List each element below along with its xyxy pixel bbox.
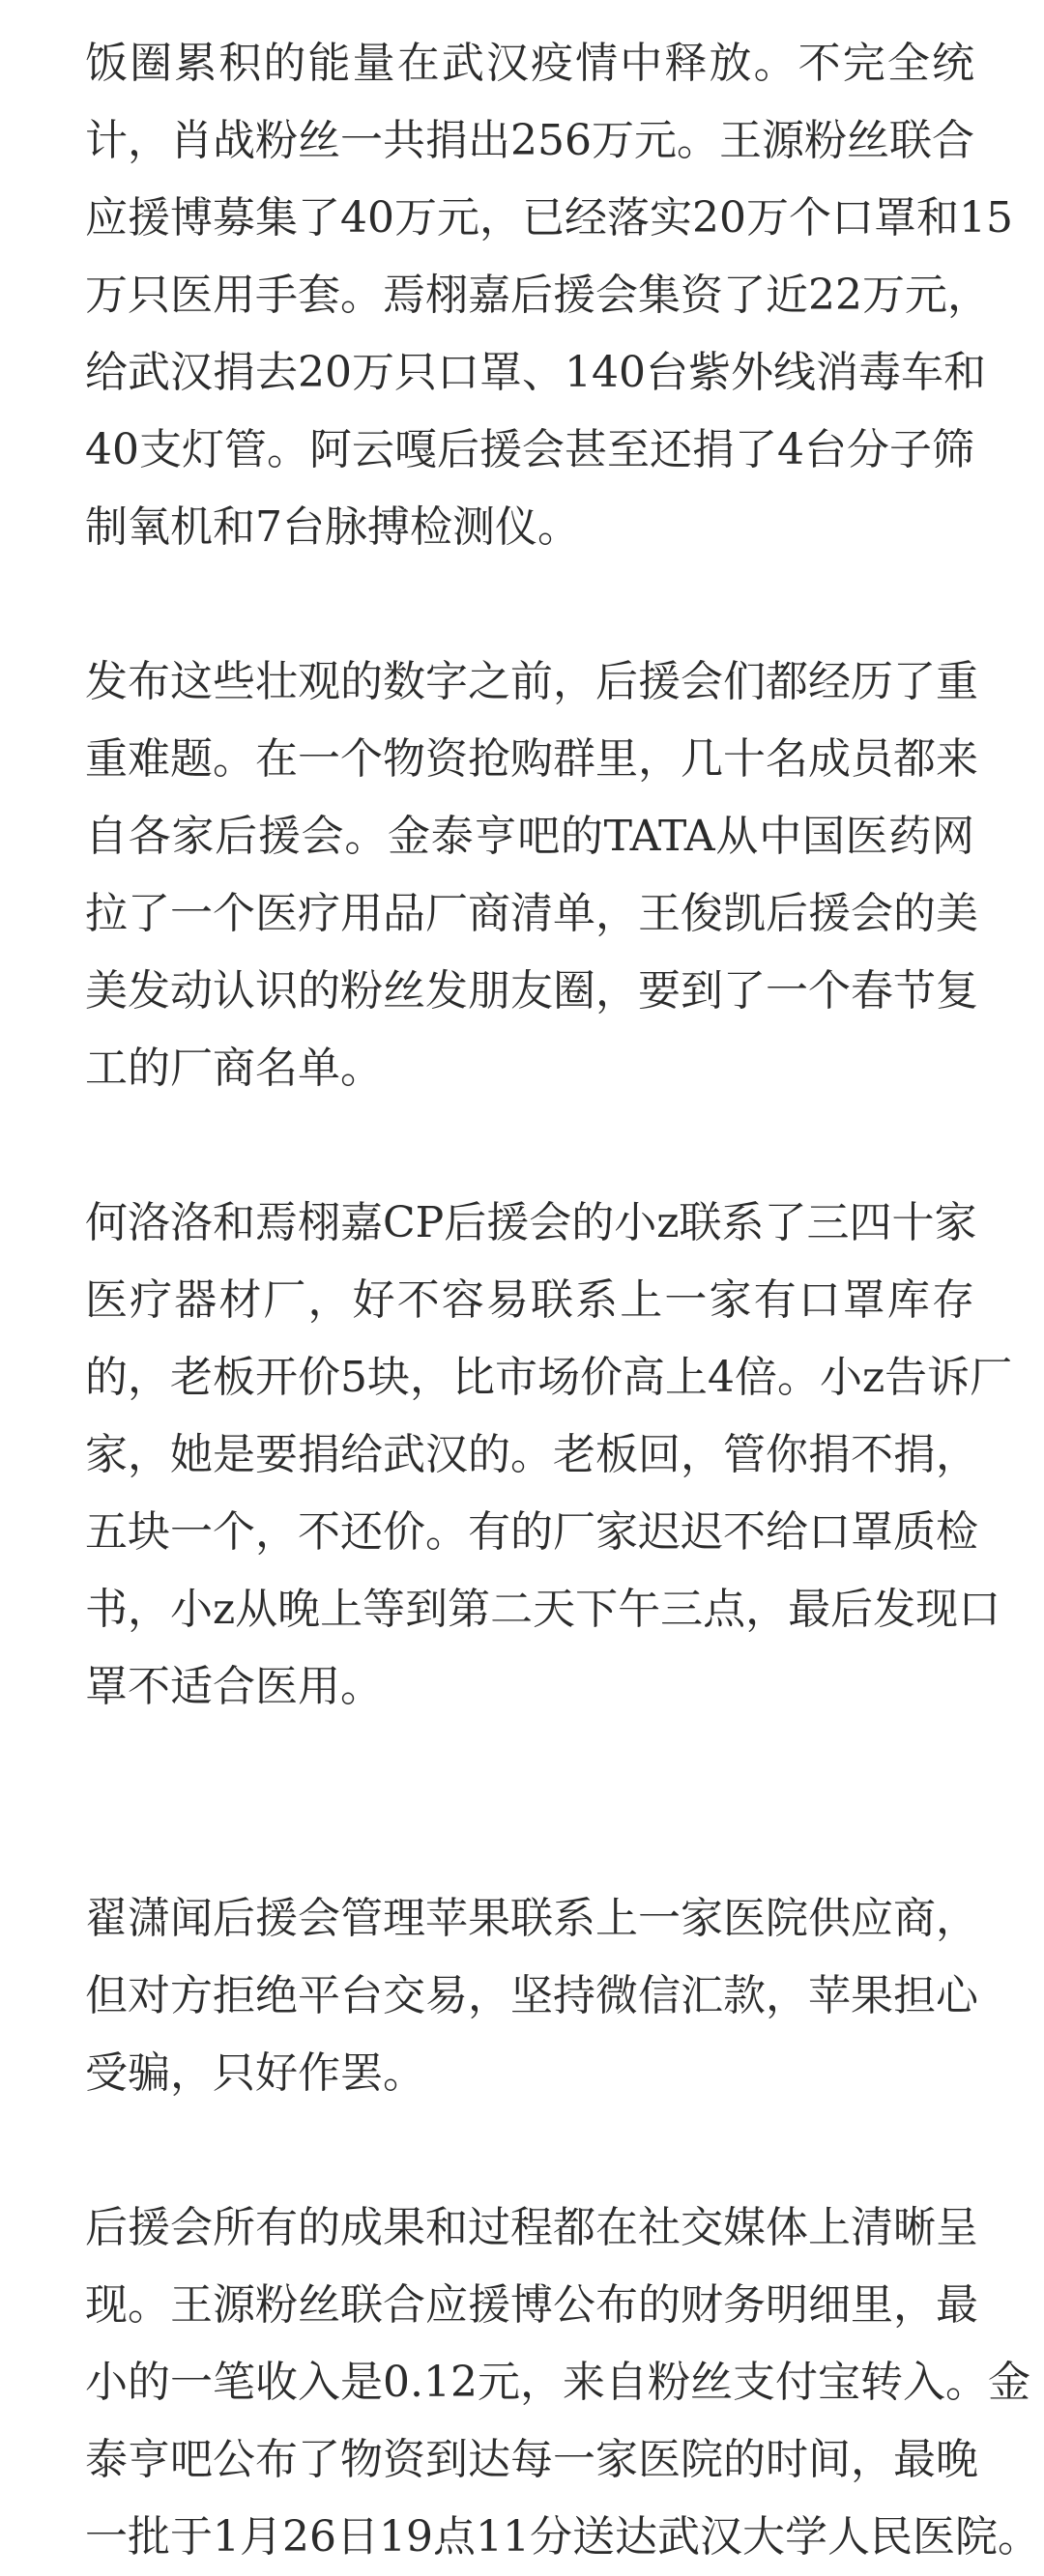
paragraph-2 [85,644,978,1107]
text-line: 后援会所有的成果和过程都在社交媒体上清晰呈 [85,2203,978,2252]
text-line: 现。王源粉丝联合应援博公布的财务明细里，最 [85,2280,978,2330]
text-line: 泰亨吧公布了物资到达每一家医院的时间，最晚 [85,2435,978,2484]
paragraph-3 [85,1185,1013,1726]
text-line: 给武汉捐去20万只口罩、140台紫外线消毒车和 [85,348,986,397]
text-line: 何洛洛和焉栩嘉CP后援会的小z联系了三四十家 [85,1198,977,1247]
text-line: 发布这些壮观的数字之前，后援会们都经历了重 [85,657,978,706]
text-line: 自各家后援会。金泰亨吧的TATA从中国医药网 [85,812,974,861]
text-line: 万只医用手套。焉栩嘉后援会集资了近22万元， [85,271,990,320]
text-line: 受骗，只好作罢。 [85,2048,425,2098]
text-line: 工的厂商名单。 [85,1044,383,1093]
text-line: 小的一笔收入是0.12元，来自粉丝支付宝转入。金 [85,2358,1030,2407]
text-line: 重难题。在一个物资抢购群里，几十名成员都来 [85,734,978,784]
text-line: 五块一个，不还价。有的厂家迟迟不给口罩质检 [85,1507,978,1557]
paragraph-1 [85,25,1013,566]
text-line: 饭圈累积的能量在武汉疫情中释放。不完全统 [85,39,974,88]
text-line: 的，老板开价5块，比市场价高上4倍。小z告诉厂 [85,1353,1013,1402]
text-line: 但对方拒绝平台交易，坚持微信汇款，苹果担心 [85,1971,978,2020]
text-line: 制氧机和7台脉搏检测仪。 [85,502,580,552]
text-line: 一批于1月26日19点11分送达武汉大学人民医院。 [85,2512,1040,2562]
paragraph-4 [85,1880,978,2112]
text-line: 翟潇闻后援会管理苹果联系上一家医院供应商， [85,1894,978,1943]
text-line: 40支灯管。阿云嘎后援会甚至还捐了4台分子筛 [85,425,974,474]
text-line: 拉了一个医疗用品厂商清单，王俊凯后援会的美 [85,889,978,938]
text-line: 罩不适合医用。 [85,1662,383,1711]
text-line: 书，小z从晚上等到第二天下午三点，最后发现口 [85,1585,1001,1634]
paragraph-5 [85,2190,1040,2576]
text-line: 应援博募集了40万元，已经落实20万个口罩和15 [85,193,1013,243]
text-line: 计，肖战粉丝一共捐出256万元。王源粉丝联合 [85,116,974,165]
text-line: 医疗器材厂，好不容易联系上一家有口罩库存 [85,1275,974,1325]
text-line: 美发动认识的粉丝发朋友圈，要到了一个春节复 [85,966,978,1016]
text-line: 家，她是要捐给武汉的。老板回，管你捐不捐， [85,1430,978,1479]
